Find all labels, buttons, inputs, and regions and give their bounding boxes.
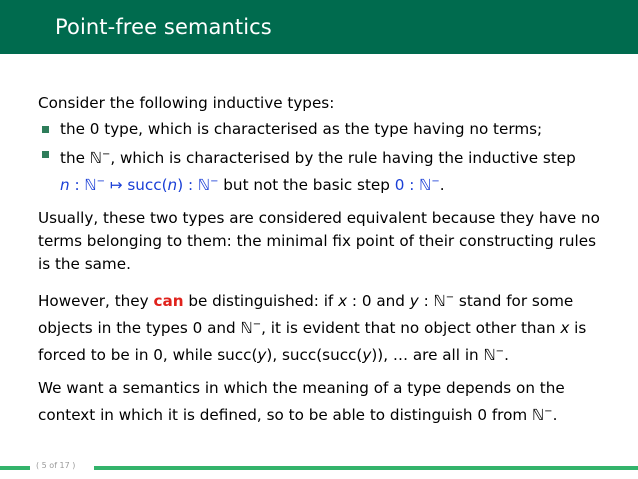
bullet-item-nat-minus [38,143,608,197]
math-x: x [560,319,570,337]
text-segment: be distinguished: if [183,292,339,310]
slide-header [0,0,638,54]
text-segment: , it is evident that no object other than [261,319,561,337]
math-zero: 0 : [394,176,420,194]
math-colon: : [183,176,198,194]
paragraph-usually: Usually, these two types are considered equivalent because they have no terms belonging to them: the minimal fix point of their constructing rules is the same. [38,209,600,273]
math-x: x [338,292,348,310]
text-segment: We want a semantics in which the meaning of a type depends on the context in which it is defined, so to be able to distinguish 0 from ℕ [38,379,565,424]
minus-sup: − [544,406,553,417]
math-succ: succ( [127,176,168,194]
bullet-list [38,118,608,197]
minus-sup: − [101,149,111,160]
minus-sup: − [445,292,455,303]
page-number: ( 5 of 17 ) [36,461,76,470]
bullet-text: the 0 type, which is characterised as the type having no terms; [60,120,543,138]
bullet-square-icon [42,126,49,133]
slide-title: Point-free semantics [55,15,272,39]
paragraph-however [38,286,608,367]
text-segment: )), … are all in ℕ [371,346,496,364]
footer-bar-left [0,466,30,470]
text-segment: is forced to be in 0, while succ( [38,319,587,364]
text-segment: : 0 and [347,292,410,310]
mapsto-symbol: ↦ [104,176,128,194]
bullet-text-b: , which is characterised by the rule having the inductive step [110,149,576,167]
minus-sup: − [252,319,262,330]
minus-sup: − [431,176,440,187]
math-paren: ) [177,176,184,194]
text-segment: : ℕ [418,292,446,310]
text-segment: . [504,346,509,364]
math-y: y [409,292,419,310]
slide-content [38,92,608,427]
math-n: n [167,176,178,194]
intro-text: Consider the following inductive types: [38,94,335,112]
minus-sup: − [96,176,105,187]
math-n: n [60,176,70,194]
nat-symbol: ℕ [84,176,97,194]
footer-bar-right [94,466,638,470]
nat-symbol: ℕ [419,176,432,194]
nat-symbol: ℕ [89,149,102,167]
paragraph-semantics [38,377,608,427]
minus-sup: − [495,346,505,357]
slide-footer [0,461,638,471]
bullet-square-icon [42,151,49,158]
bullet-item-zero-type [38,118,608,141]
period: . [439,176,445,194]
math-y: y [362,346,372,364]
text-segment: . [552,406,558,424]
minus-sup: − [210,176,219,187]
text-segment: However, they [38,292,154,310]
text-segment: stand for some objects in the types 0 and ℕ [38,292,574,337]
math-y: y [257,346,267,364]
bullet-text-c: but not the basic step [218,176,395,194]
nat-symbol: ℕ [197,176,211,194]
emphasis-can: can [153,292,184,310]
text-segment: ), succ(succ( [266,346,363,364]
math-colon: : [69,176,85,194]
bullet-text-a: the [60,149,90,167]
